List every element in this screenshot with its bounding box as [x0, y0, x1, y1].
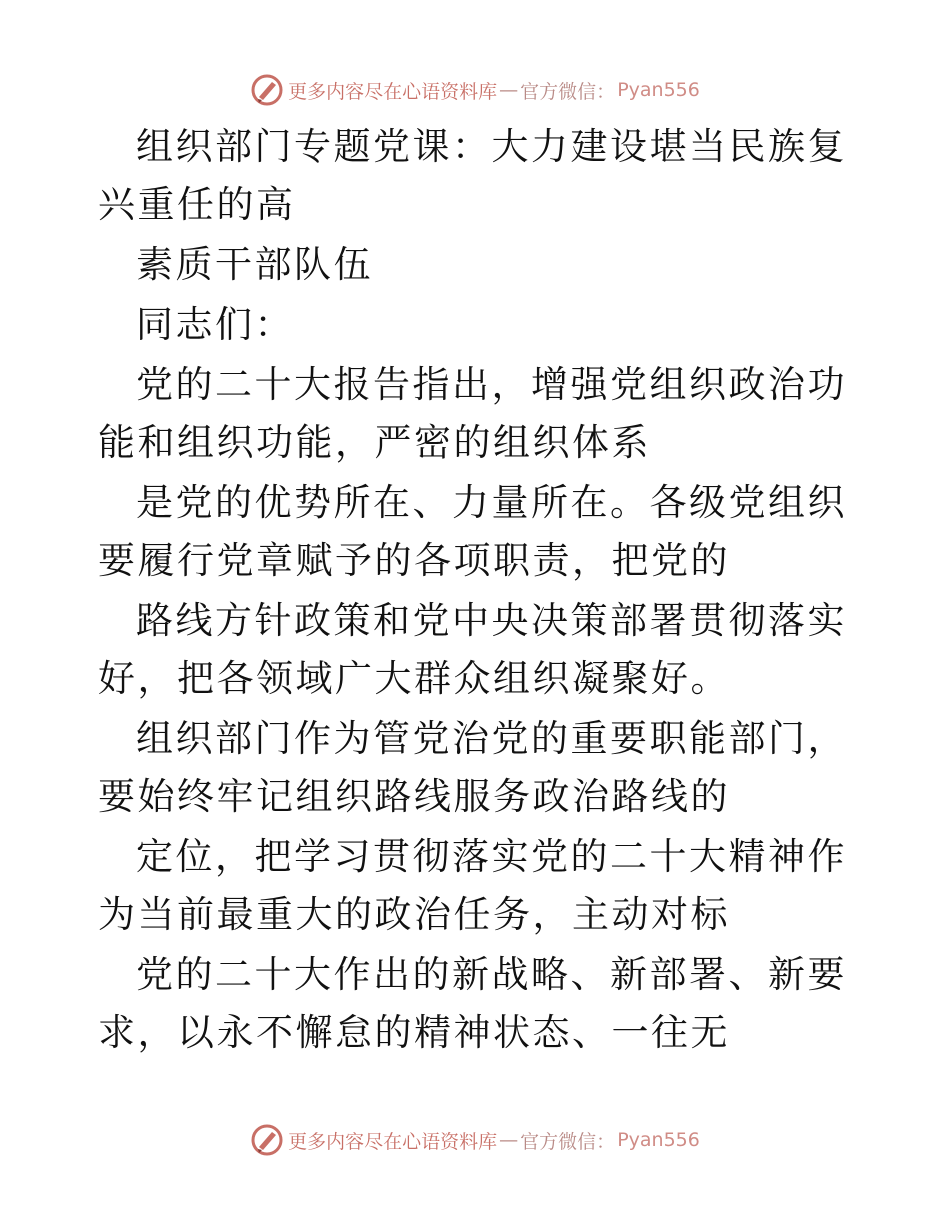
body-paragraph: 组织部门作为管党治党的重要职能部门，要始终牢记组织路线服务政治路线的	[98, 717, 847, 818]
watermark-brand: 更多内容尽在心语资料库	[288, 80, 498, 103]
document-title: 组织部门专题党课：大力建设堪当民族复兴重任的高	[98, 125, 847, 226]
watermark-brand: 更多内容尽在心语资料库	[288, 1130, 498, 1153]
body-paragraph: 路线方针政策和党中央决策部署贯彻落实好，把各领域广大群众组织凝聚好。	[98, 599, 847, 700]
watermark-id: Pyan556	[617, 1129, 700, 1151]
salutation: 同志们：	[136, 303, 294, 346]
watermark-label: 官方微信：	[520, 1130, 616, 1153]
watermark-separator: —	[499, 1129, 519, 1151]
brush-logo-icon	[250, 1123, 284, 1157]
document-title-continued: 素质干部队伍	[136, 243, 373, 286]
body-paragraph: 是党的优势所在、力量所在。各级党组织要履行党章赋予的各项职责，把党的	[98, 481, 847, 582]
watermark-separator: —	[499, 79, 519, 101]
footer-watermark	[0, 1120, 950, 1160]
document-body	[98, 118, 858, 1064]
header-watermark	[0, 70, 950, 110]
body-paragraph: 定位，把学习贯彻落实党的二十大精神作为当前最重大的政治任务，主动对标	[98, 835, 847, 936]
watermark-label: 官方微信：	[520, 80, 616, 103]
brush-logo-icon	[250, 73, 284, 107]
watermark-id: Pyan556	[617, 79, 700, 101]
body-paragraph: 党的二十大作出的新战略、新部署、新要求，以永不懈怠的精神状态、一往无	[98, 953, 847, 1054]
body-paragraph: 党的二十大报告指出，增强党组织政治功能和组织功能，严密的组织体系	[98, 363, 847, 464]
